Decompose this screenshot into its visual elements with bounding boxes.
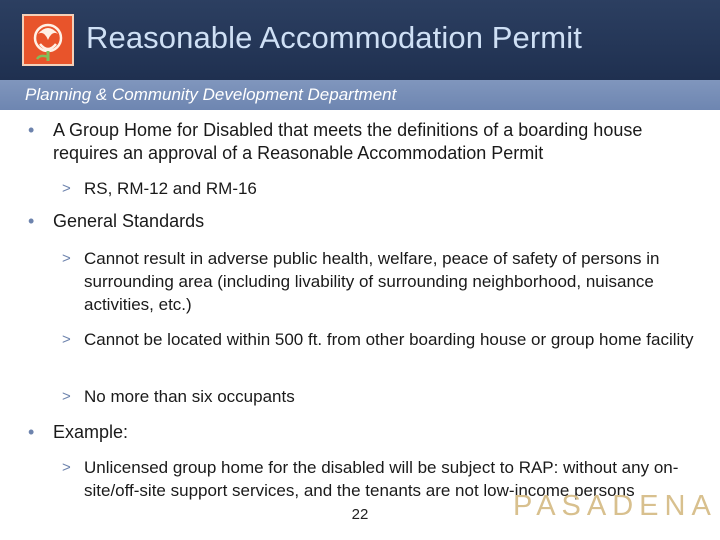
sub-bullet-zones: RS, RM-12 and RM-16 <box>84 179 257 198</box>
bullet-marker: • <box>28 120 35 140</box>
sub-bullet-occupants: No more than six occupants <box>84 387 295 406</box>
bullet-group-home: A Group Home for Disabled that meets the definitions of a boarding house requires an approval of a Reasonable Accommodation Permit <box>53 120 643 163</box>
bullet-example: Example: <box>53 422 129 442</box>
sub-bullet-distance: Cannot be located within 500 ft. from other boarding house or group home facility <box>84 330 694 349</box>
pasadena-logo: PASADENA <box>513 490 717 522</box>
sub-bullet-marker: > <box>62 180 71 197</box>
rose-logo-icon <box>22 14 74 66</box>
bullet-general-standards: General Standards <box>53 211 205 231</box>
sub-bullet-marker: > <box>62 250 71 267</box>
sub-bullet-marker: > <box>62 459 71 476</box>
slide-title: Reasonable Accommodation Permit <box>86 20 582 55</box>
department-subtitle: Planning & Community Development Department <box>25 85 397 104</box>
sub-bullet-public-health: Cannot result in adverse public health, welfare, peace of safety of persons in surrounding area (including livability of surrounding neighborhood, nuisance activities, etc.) <box>84 249 660 314</box>
sub-bullet-unlicensed: Unlicensed group home for the disabled will be subject to RAP: without any on-site/off-site support services, and the tenants are not low-income persons <box>84 458 679 500</box>
page-number: 22 <box>351 506 369 523</box>
sub-bullet-marker: > <box>62 331 71 348</box>
sub-bullet-marker: > <box>62 388 71 405</box>
bullet-marker: • <box>28 422 35 442</box>
bullet-marker: • <box>28 211 35 231</box>
